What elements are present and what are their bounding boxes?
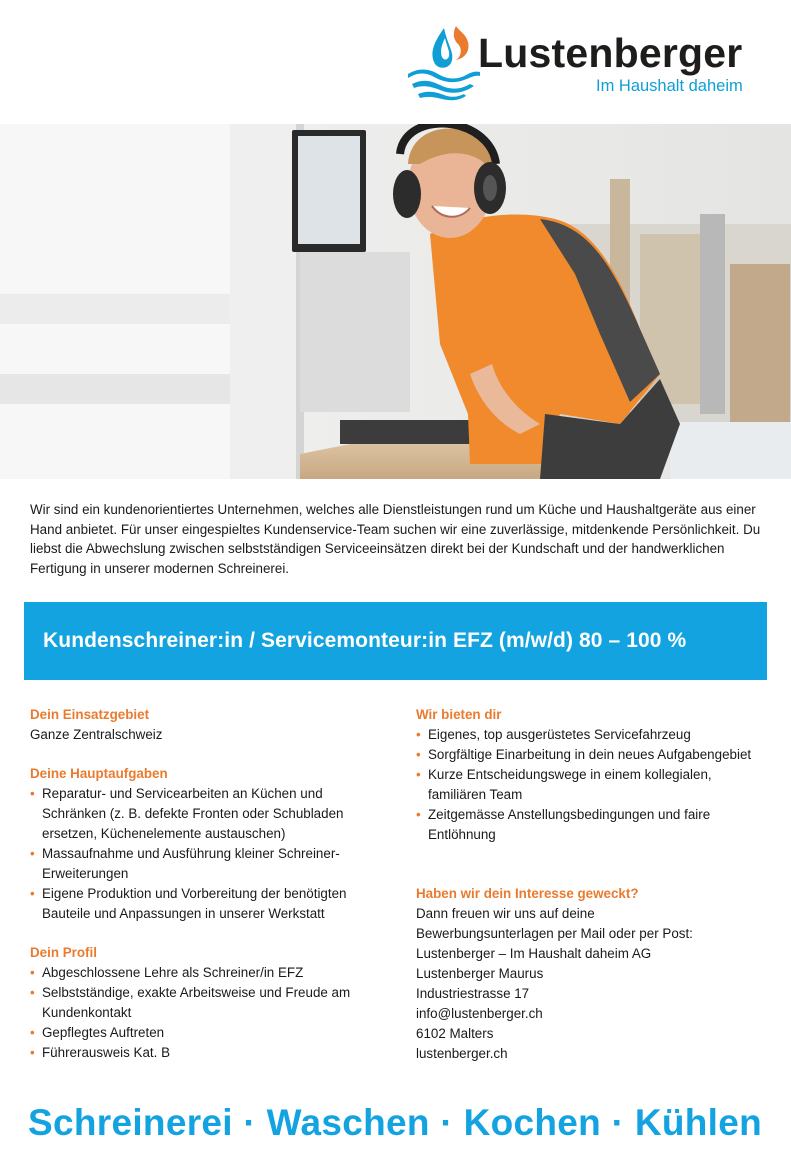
list-item: • Massaufnahme und Ausführung kleiner Schreiner-Erweiterungen: [30, 844, 380, 884]
contact-heading: Haben wir dein Interesse geweckt?: [416, 886, 639, 901]
list-item: • Selbstständige, exakte Arbeitsweise und Freude am Kundenkontakt: [30, 983, 380, 1023]
profile-heading: Dein Profil: [30, 945, 97, 960]
website-link[interactable]: lustenberger.ch: [416, 1046, 508, 1061]
list-item: • Gepflegtes Auftreten: [30, 1023, 380, 1043]
tasks-heading: Deine Hauptaufgaben: [30, 766, 168, 781]
left-column: [30, 705, 380, 1063]
hero-image: [0, 124, 791, 479]
company-name: Lustenberger – Im Haushalt daheim AG: [416, 946, 652, 961]
list-item: • Eigenes, top ausgerüstetes Servicefahrzeug: [416, 725, 766, 745]
email-link[interactable]: info@lustenberger.ch: [416, 1006, 543, 1021]
list-item: • Reparatur- und Servicearbeiten an Küchen und Schränken (z. B. defekte Fronten oder Schubladen ersetzen, Küchenelemente austauschen): [30, 784, 380, 844]
list-item: • Abgeschlossene Lehre als Schreiner/in EFZ: [30, 963, 380, 983]
list-item: • Kurze Entscheidungswege in einem kollegialen, familiären Team: [416, 765, 766, 805]
brand-logo: [404, 18, 774, 108]
brand-name: Lustenberger: [478, 30, 743, 76]
contact-line: Bewerbungsunterlagen per Mail oder per Post:: [416, 926, 693, 941]
area-heading: Dein Einsatzgebiet: [30, 707, 150, 722]
postal-city: 6102 Malters: [416, 1026, 494, 1041]
footer-slogan: Schreinerei · Waschen · Kochen · Kühlen: [28, 1102, 763, 1143]
list-item: • Führerausweis Kat. B: [30, 1043, 380, 1063]
contact-line: Dann freuen wir uns auf deine: [416, 906, 595, 921]
flame-drop-waves-icon: [404, 22, 484, 102]
offer-list: [416, 725, 766, 845]
contact-person: Lustenberger Maurus: [416, 966, 544, 981]
offer-heading: Wir bieten dir: [416, 707, 502, 722]
list-item: • Zeitgemässe Anstellungsbedingungen und faire Entlöhnung: [416, 805, 766, 845]
intro-paragraph: Wir sind ein kundenorientiertes Unternehmen, welches alle Dienstleistungen rund um Küche und Haushaltgeräte aus einer Hand anbietet. Für unser eingespieltes Kundenservice-Team suchen wir eine zuverlässige, mitdenkende Persönlichkeit. Du liebst die Abwechslung zwischen selbstständigen Serviceeinsätzen direkt bei der Kundschaft und der handwerklichen Fertigung in unserer modernen Schreinerei.: [30, 502, 761, 576]
brand-tagline: Im Haushalt daheim: [596, 77, 743, 95]
tasks-list: [30, 784, 380, 924]
street-address: Industriestrasse 17: [416, 986, 530, 1001]
job-title: Kundenschreiner:in / Servicemonteur:in EFZ (m/w/d) 80 – 100 %: [43, 629, 687, 652]
right-column: [416, 705, 766, 1064]
area-text: Ganze Zentralschweiz: [30, 727, 163, 742]
profile-list: [30, 963, 380, 1063]
job-title-banner: [24, 602, 767, 680]
workshop-photo: [0, 124, 791, 479]
list-item: • Eigene Produktion und Vorbereitung der benötigten Bauteile und Anpassungen in unserer Werkstatt: [30, 884, 380, 924]
list-item: • Sorgfältige Einarbeitung in dein neues Aufgabengebiet: [416, 745, 766, 765]
